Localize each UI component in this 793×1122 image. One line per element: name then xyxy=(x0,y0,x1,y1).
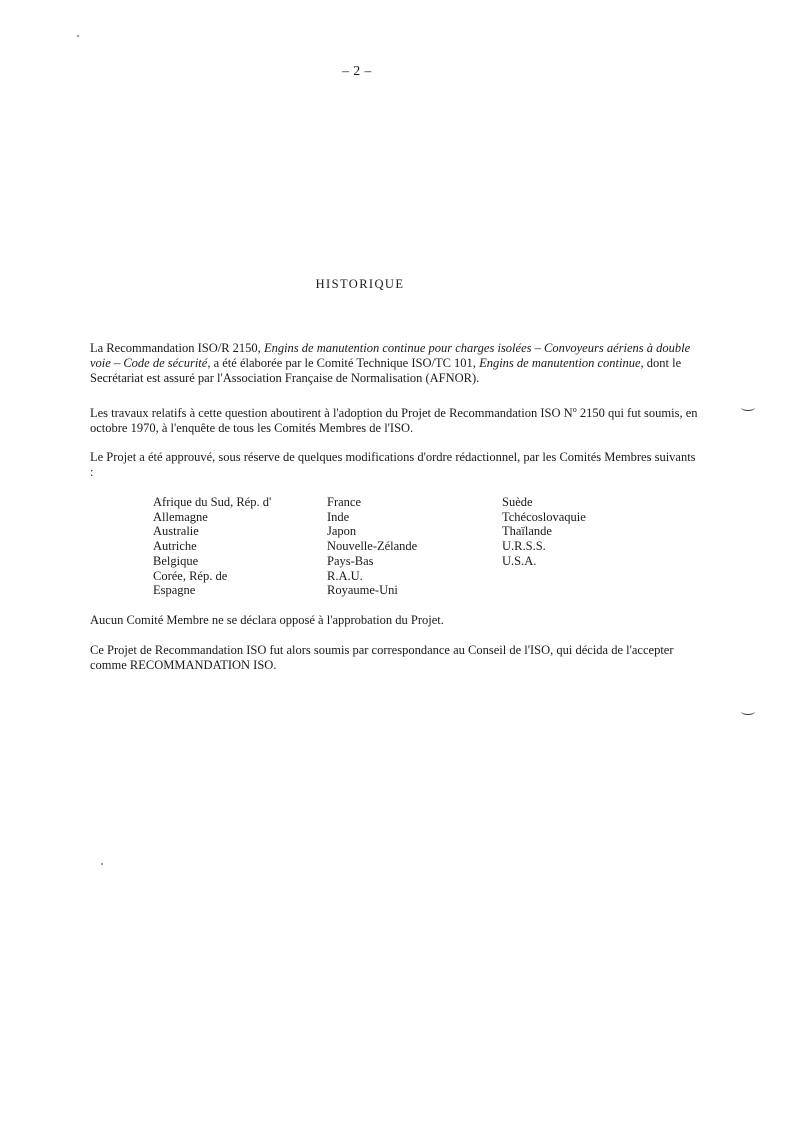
paragraph-draft-adoption-text xyxy=(58,402,698,436)
member-body: Afrique du Sud, Rép. d' xyxy=(153,495,272,509)
intro-committee-italic: Engins de manutention continue xyxy=(479,356,641,370)
intro-text-2: , a été élaborée par le Comité Technique ISO/TC 101, xyxy=(207,356,480,370)
paragraph-approval-text: Le Projet a été approuvé, sous réserve de quelques modifications d'ordre rédactionnel, par les Comités Membres suivants : xyxy=(90,450,696,479)
member-body: Japon xyxy=(327,524,357,539)
draft-text-1: Les travaux relatifs à cette question aboutirent à l'adoption du Projet de Recommandation ISO N xyxy=(90,406,573,421)
member-body: Nouvelle-Zélande xyxy=(327,539,418,554)
member-body: Autriche xyxy=(153,539,197,554)
margin-mark xyxy=(741,404,755,411)
member-body: Inde xyxy=(327,509,350,524)
member-bodies-list xyxy=(153,495,613,600)
paragraph-acceptance xyxy=(58,643,698,673)
paragraph-approval xyxy=(58,450,698,480)
member-body: Corée, Rép. de xyxy=(153,568,228,583)
number-superscript: o xyxy=(572,405,577,414)
intro-text-3: , dont le Secrétariat est assuré par l'Association Française de Normalisation (AFNOR). xyxy=(90,356,682,385)
member-body: R.A.U. xyxy=(327,568,363,583)
paragraph-acceptance-text: Ce Projet de Recommandation ISO fut alors soumis par correspondance au Conseil de l'ISO, qui décida de l'accepter comme RECOMMANDATION ISO. xyxy=(90,643,674,672)
intro-text-1: La Recommandation ISO/R 2150, xyxy=(90,341,264,355)
paragraph-no-opposition xyxy=(58,613,698,628)
member-body: Royaume-Uni xyxy=(327,583,398,598)
scan-speck xyxy=(101,863,103,865)
member-body: Espagne xyxy=(153,583,196,598)
member-body: Tchécoslovaquie xyxy=(502,509,586,524)
page-number: – 2 – xyxy=(342,63,372,78)
margin-mark xyxy=(741,708,755,715)
member-bodies-column-2 xyxy=(327,495,417,598)
paragraph-no-opposition-text: Aucun Comité Membre ne se déclara opposé à l'approbation du Projet. xyxy=(90,613,444,627)
member-bodies-column-1 xyxy=(153,495,271,598)
draft-text-2: 2150 qui fut soumis, en octobre 1970, à l'enquête de tous les Comités Membres de l'ISO. xyxy=(90,406,698,436)
member-body: Thaïlande xyxy=(502,524,552,539)
member-body: U.S.A. xyxy=(502,553,537,568)
member-body: Belgique xyxy=(153,553,199,568)
intro-title-italic: Engins de manutention continue pour charges isolées – Convoyeurs aériens à double voie – Code de sécurité xyxy=(90,341,691,370)
paragraph-introduction xyxy=(58,341,698,386)
member-body: U.R.S.S. xyxy=(502,539,546,554)
scan-speck xyxy=(77,35,79,37)
member-body: Australie xyxy=(153,524,199,539)
member-body: Pays-Bas xyxy=(327,553,374,568)
member-body: Allemagne xyxy=(153,509,208,524)
paragraph-draft-adoption xyxy=(58,402,698,436)
member-body: Suède xyxy=(502,495,533,509)
section-heading: HISTORIQUE xyxy=(315,277,405,291)
member-bodies-column-3 xyxy=(502,495,586,569)
member-body: France xyxy=(327,495,362,509)
paragraph-introduction-text xyxy=(58,341,698,386)
